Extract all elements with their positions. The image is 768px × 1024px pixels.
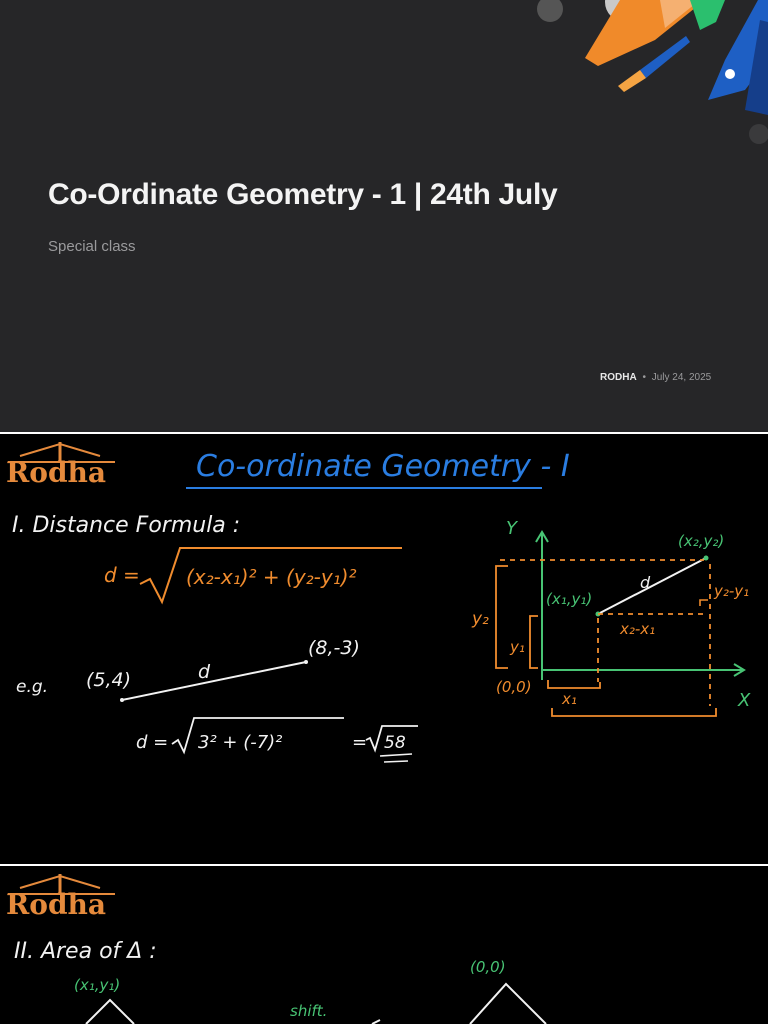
slide-heading: Co-ordinate Geometry - I (196, 449, 570, 484)
logo-text: Rodha (6, 888, 107, 921)
formula-lhs: d = (104, 563, 140, 587)
page-subtitle: Special class (48, 238, 136, 255)
coordinate-diagram (471, 518, 751, 716)
page-title: Co-Ordinate Geometry - 1 | 24th July (48, 178, 558, 211)
diagram-point-1: (x₁,y₁) (546, 590, 593, 608)
diagram-x1-label: x₁ (562, 690, 577, 708)
triangle-left (86, 1000, 134, 1024)
example-segment (122, 662, 306, 700)
diagram-y2-label: y₂ (472, 609, 489, 629)
decorative-pencils-icon (0, 0, 768, 432)
diagram-point-2: (x₂,y₂) (678, 532, 725, 550)
example-segment-label: d (198, 661, 211, 683)
shift-label: shift. (290, 1002, 328, 1020)
byline-separator: • (642, 372, 646, 383)
triangle-point-1: (x₁,y₁) (74, 976, 121, 994)
section-title: I. Distance Formula : (12, 513, 241, 538)
rodha-logo (6, 442, 115, 489)
logo-text: Rodha (6, 456, 107, 489)
calc-lhs: d = (136, 732, 169, 753)
slide-distance-formula (0, 434, 768, 864)
example-label: e.g. (16, 677, 49, 697)
author-name[interactable]: RODHA (600, 372, 637, 383)
example-point-b: (8,-3) (308, 637, 360, 659)
axis-y-label: Y (506, 518, 517, 539)
diagram-dy-label: y₂-y₁ (714, 582, 750, 600)
section-title: II. Area of Δ : (14, 939, 157, 964)
rodha-logo (6, 874, 115, 921)
calc-result: 58 (384, 733, 406, 753)
calc-equals: = (352, 732, 368, 753)
example-point-a: (5,4) (86, 669, 132, 691)
formula-radicand: (x₂-x₁)² + (y₂-y₁)² (186, 565, 357, 589)
diagram-d-label: d (640, 573, 651, 592)
axis-x-label: X (738, 690, 751, 711)
triangle-origin-label: (0,0) (470, 958, 506, 976)
calc-radicand: 3² + (-7)² (198, 732, 283, 753)
publish-date: July 24, 2025 (651, 372, 712, 383)
diagram-y1-label: y₁ (510, 638, 525, 656)
cover-page (0, 0, 768, 432)
slide-area-of-triangle (0, 866, 768, 1024)
diagram-origin: (0,0) (496, 678, 532, 696)
byline (600, 372, 711, 383)
diagram-dx-label: x₂-x₁ (620, 620, 656, 638)
triangle-right (470, 984, 546, 1024)
